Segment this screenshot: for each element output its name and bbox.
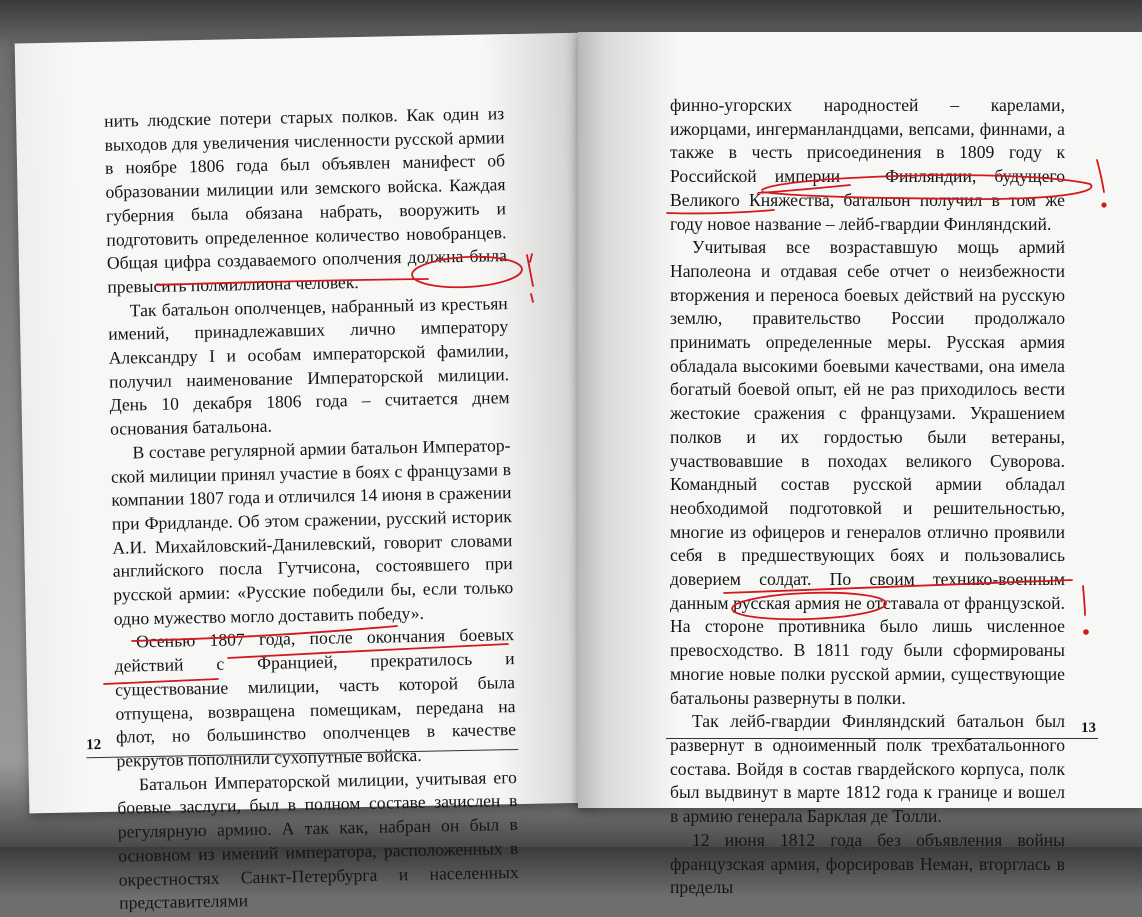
left-paragraph-4: Осенью 1807 года, после окончания боевых действий с Францией, прекратилось и существование милиции, часть которой была отпущена, возвращена помещикам, передана на флот, но большинство ополченцев в качестве рекрутов пополнили сухопутные войска. — [114, 624, 517, 771]
right-paragraph-3: Так лейб-гвардии Финляндский батальон был развернут в одноименный полк трехбатальонного состава. Войдя в состав гвардейского корпуса, полк был выдвинут в марте 1812 года к границе и вошел в армию генерала Барклая де Толли. — [670, 711, 1065, 827]
right-paragraph-4: 12 июня 1812 года без объявления войны французская армия, форсировав Неман, вторглась в пределы — [670, 829, 1065, 898]
right-footer-rule — [666, 738, 1098, 739]
left-page-number: 12 — [85, 737, 102, 754]
right-page-number: 13 — [1081, 720, 1096, 736]
left-text-column — [104, 102, 519, 915]
left-paragraph-2: Так батальон ополченцев, набранный из крестьян имений, принадлежавших лично императору Александру I и особам императорской фамилии, получил наименование Императорской милиции. День 10 декабря 1806 года – считается днем основания батальона. — [108, 292, 510, 439]
left-paragraph-1: нить людские потери старых полков. Как один из выходов для увеличения численности русской армии в ноябре 1806 года был объявлен манифест об образовании милиции или земского войска. Каждая губерния была обязана набрать, вооружить и подготовить определенное количество новобранцев. Общая цифра создаваемого ополчения должна была превысить полмиллиона человек. — [103, 103, 508, 297]
left-paragraph-5: Батальон Императорской милиции, учитывая его боевые заслуги, был в полном составе зачислен в регулярную армию. А так как, набран он был в основном из имений императора, расположенных в окрестностях Санкт-Петербурга и населенных представителями — [117, 766, 519, 913]
left-page — [15, 33, 600, 913]
right-paragraph-1: финно-угорских народностей – карелами, ижорцами, ингерманландцами, вепсами, финнами, а также в честь присоединения в 1809 году к Российской империи – Финляндии, будущего Великого Княжества, батальон получил в том же году новое название – лейб-гвардии Финляндский. — [670, 95, 1065, 234]
right-paragraph-2: Учитывая все возраставшую мощь армий Наполеона и отдавая себе отчет о неизбежности вторжения и переноса боевых действий на русскую землю, правительство России продолжало принимать определенные меры. Русская армия обладала высокими боевыми качествами, она имела богатый боевой опыт, ей не раз приходилось вести жестокие сражения с французами. Украшением полков и их гордостью были ветераны, участвовавшие в походах великого Суворова. Командный состав русской армии обладал необходимой подготовкой и решительностью, многие из офицеров и генералов отлично проявили себя в предшествующих боях и пользовались доверием солдат. По своим технико-военным данным русская армия не отставала от французской. На стороне противника было лишь численное превосходство. В 1811 году были сформированы многие новые полки русской армии, существующие батальоны развернуты в полки. — [670, 237, 1065, 708]
right-page — [578, 32, 1142, 898]
left-paragraph-3: В составе регулярной армии батальон Императорской милиции принял участие в боях с французами в компании 1807 года и отличился 14 июня в сражении при Фридланде. Об этом сражении, русский историк А.И. Михайловский-Данилевский, говорит словами английского посла Гутчисона, состоявшего при русской армии: «Русские победили бы, если только одно мужество могло доставить победу». — [110, 434, 514, 629]
right-text-column — [670, 94, 1065, 900]
